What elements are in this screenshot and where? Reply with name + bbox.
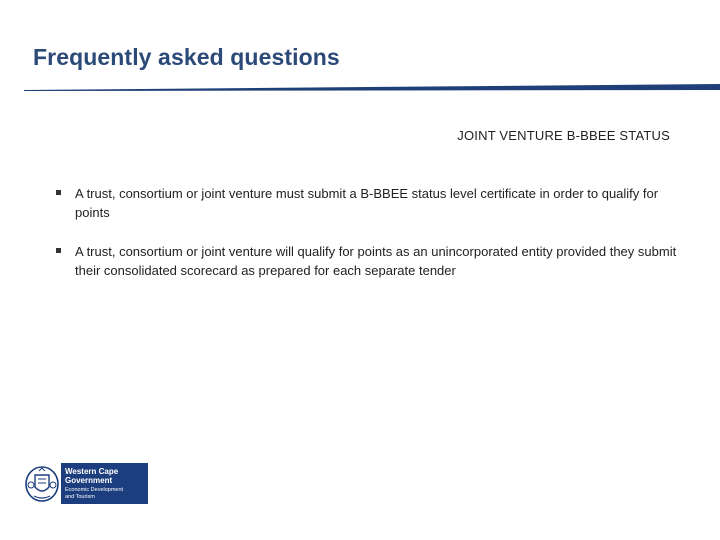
- coat-of-arms-icon: [23, 463, 61, 504]
- logo-line-tourism: and Tourism: [65, 494, 95, 500]
- section-heading: JOINT VENTURE B-BBEE STATUS: [457, 128, 670, 143]
- logo-text-box: [61, 463, 148, 504]
- title-underline: [24, 84, 720, 92]
- logo-line-department: Economic Development: [65, 487, 124, 493]
- bullet-list: [56, 184, 680, 280]
- logo-line-government: Government: [65, 476, 113, 485]
- square-bullet-icon: [56, 190, 61, 195]
- list-item: [56, 184, 680, 222]
- western-cape-logo: [23, 463, 148, 504]
- bullet-text: A trust, consortium or joint venture will qualify for points as an unincorporated entity provided they submit their consolidated scorecard as prepared for each separate tender: [75, 244, 677, 278]
- list-item: [56, 242, 680, 280]
- bullet-text: A trust, consortium or joint venture must submit a B-BBEE status level certificate in order to qualify for points: [75, 186, 659, 220]
- square-bullet-icon: [56, 248, 61, 253]
- page-title: Frequently asked questions: [33, 44, 340, 70]
- logo-line-western-cape: Western Cape: [65, 467, 119, 476]
